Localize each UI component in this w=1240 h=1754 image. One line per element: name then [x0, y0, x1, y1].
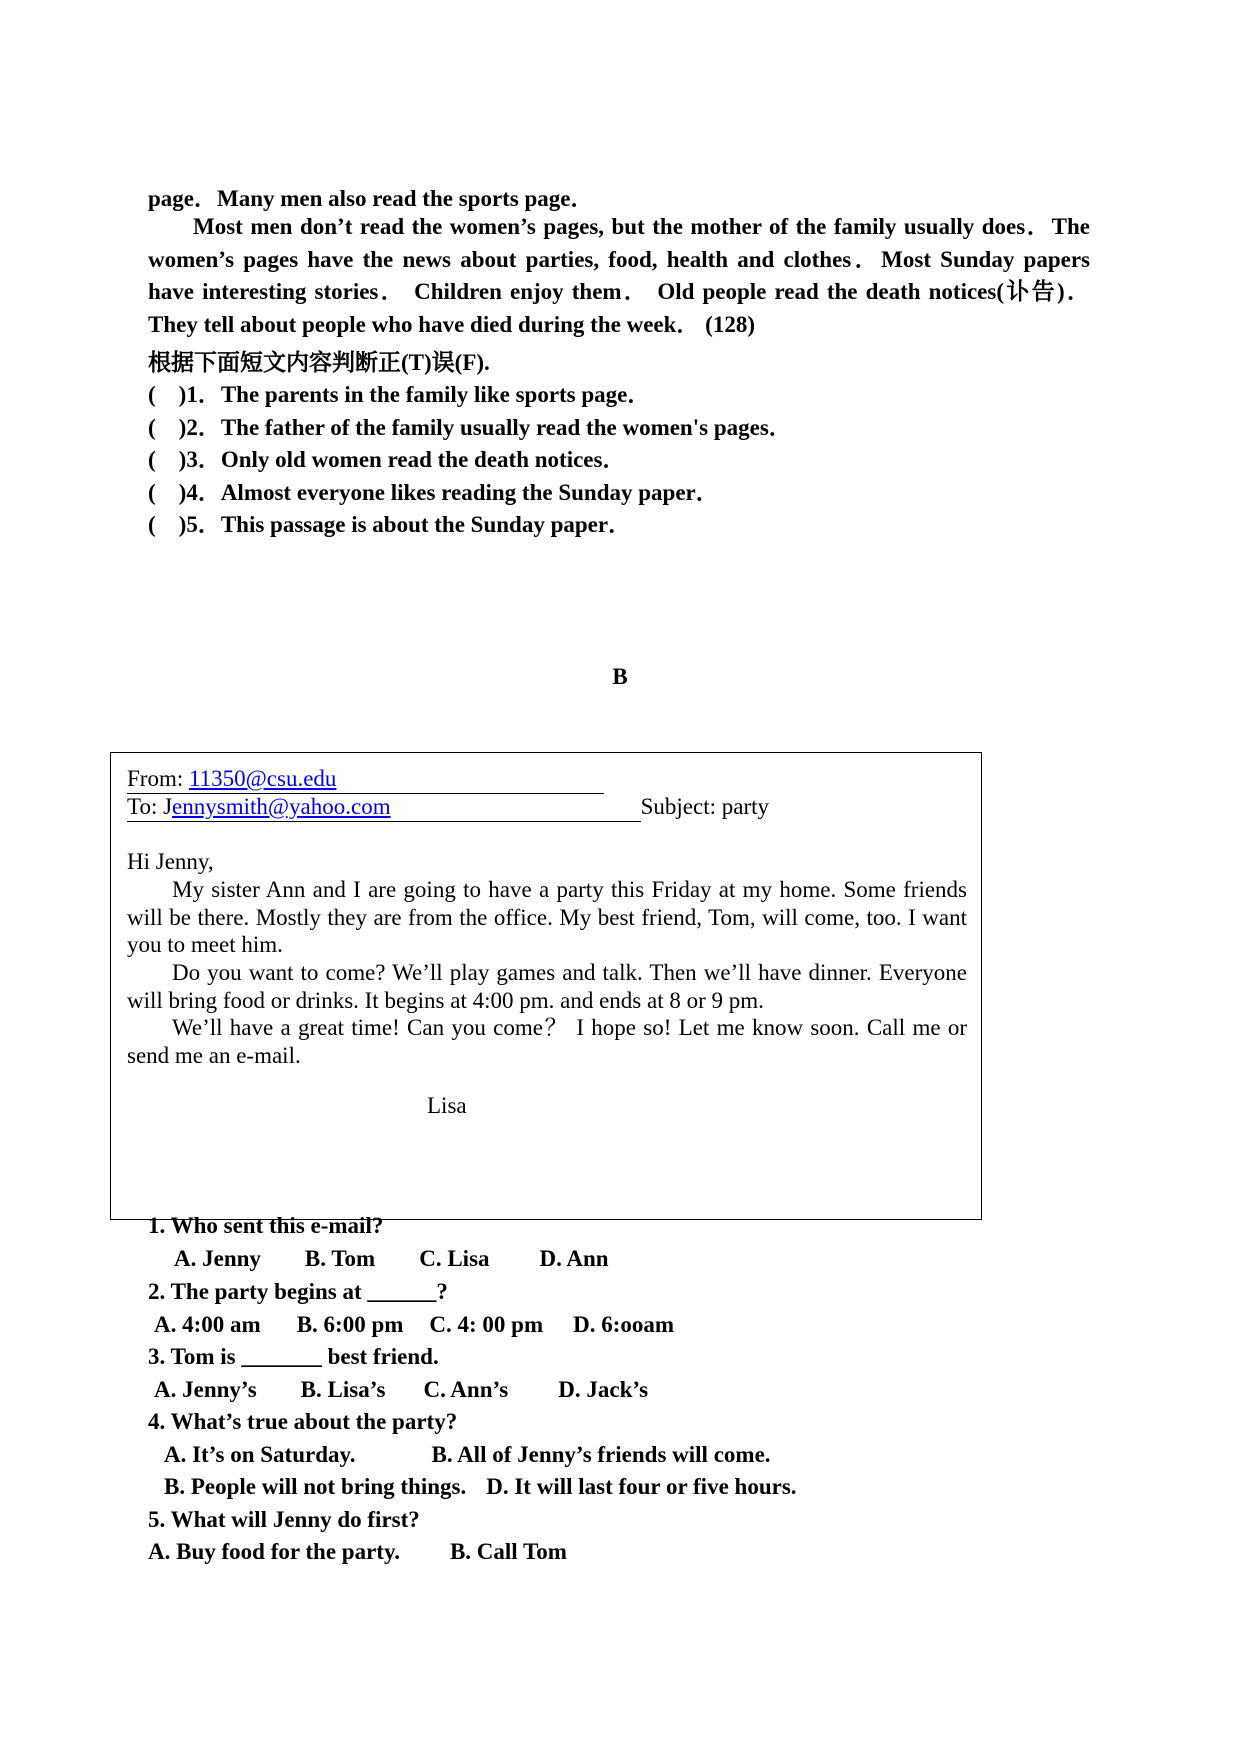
to-address-link[interactable]: ennysmith@yahoo.com — [172, 794, 391, 819]
q1-option-d: D. Ann — [539, 1246, 609, 1271]
question-1-options — [174, 1246, 609, 1272]
statement-4: ( )4．Almost everyone likes reading the Sunday paper． — [148, 480, 719, 505]
from-label: From: — [127, 766, 189, 791]
email-from-run — [127, 765, 604, 794]
statement-3: ( )3．Only old women read the death notices． — [148, 447, 626, 472]
section-b-heading: B — [612, 664, 628, 689]
email-to-line — [127, 793, 769, 822]
q1-option-b: B. Tom — [304, 1246, 376, 1271]
from-address-link[interactable]: 11350@csu.edu — [188, 766, 337, 791]
q4-option-b: B. All of Jenny’s friends will come. — [431, 1442, 771, 1467]
q5-option-a: A. Buy food for the party. — [148, 1539, 400, 1564]
q3-option-b: B. Lisa’s — [300, 1377, 386, 1402]
question-4-stem: 4. What’s true about the party? — [148, 1409, 458, 1434]
email-subject: Subject: party — [640, 794, 770, 819]
email-to-run — [127, 793, 641, 822]
q2-option-c: C. 4: 00 pm — [429, 1312, 544, 1337]
question-4-options-row-1 — [164, 1442, 771, 1468]
statement-1: ( )1．The parents in the family like sports page． — [148, 382, 651, 407]
q5-option-b: B. Call Tom — [449, 1539, 567, 1564]
email-paragraph-3: We’ll have a great time! Can you come？ I hope so! Let me know soon. Call me or send me an e-mail. — [127, 1015, 967, 1068]
q3-option-a: A. Jenny’s — [154, 1377, 257, 1402]
q2-option-a: A. 4:00 am — [154, 1312, 261, 1337]
q2-option-b: B. 6:00 pm — [296, 1312, 404, 1337]
question-5-stem: 5. What will Jenny do first? — [148, 1507, 420, 1532]
q4-option-a: A. It’s on Saturday. — [164, 1442, 356, 1467]
q1-option-a: A. Jenny — [174, 1246, 261, 1271]
question-3-stem: 3. Tom is _______ best friend. — [148, 1344, 439, 1369]
question-2-options — [154, 1312, 674, 1338]
question-1-stem: 1. Who sent this e-mail? — [148, 1213, 384, 1238]
email-paragraph-2: Do you want to come? We’ll play games and talk. Then we’ll have dinner. Everyone will bring food or drinks. It begins at 4:00 pm. and ends at 8 or 9 pm. — [127, 960, 967, 1013]
passage-line-top: page．Many men also read the sports page． — [148, 186, 594, 211]
email-box — [110, 752, 982, 1220]
q4-option-d: D. It will last four or five hours. — [486, 1474, 797, 1499]
email-from-line — [127, 765, 604, 794]
question-2-stem: 2. The party begins at ______? — [148, 1279, 448, 1304]
email-greeting: Hi Jenny, — [127, 849, 214, 874]
instruction-text: 根据下面短文内容判断正(T)误(F). — [148, 350, 490, 375]
q1-option-c: C. Lisa — [419, 1246, 490, 1271]
q4-option-c: B. People will not bring things. — [164, 1474, 467, 1499]
q3-option-c: C. Ann’s — [423, 1377, 509, 1402]
email-signature: Lisa — [427, 1093, 467, 1118]
q2-option-d: D. 6:ooam — [573, 1312, 675, 1337]
question-5-options — [148, 1539, 567, 1565]
passage-paragraph: Most men don’t read the women’s pages, but the mother of the family usually does．The women’s pages have the news about parties, food, health and clothes．Most Sunday papers have interesting stories． Children enjoy them． Old people read the death notices(讣告)．They tell about people who have died during the week． (128) — [148, 214, 1090, 337]
question-3-options — [154, 1377, 648, 1403]
email-paragraph-1: My sister Ann and I are going to have a party this Friday at my home. Some friends will be there. Mostly they are from the office. My best friend, Tom, will come, too. I want you to meet him. — [127, 877, 967, 957]
to-label: To: J — [127, 794, 173, 819]
statement-2: ( )2．The father of the family usually read the women's pages． — [148, 415, 792, 440]
q3-option-d: D. Jack’s — [558, 1377, 649, 1402]
question-4-options-row-2 — [164, 1474, 797, 1500]
statement-5: ( )5．This passage is about the Sunday paper． — [148, 512, 632, 537]
